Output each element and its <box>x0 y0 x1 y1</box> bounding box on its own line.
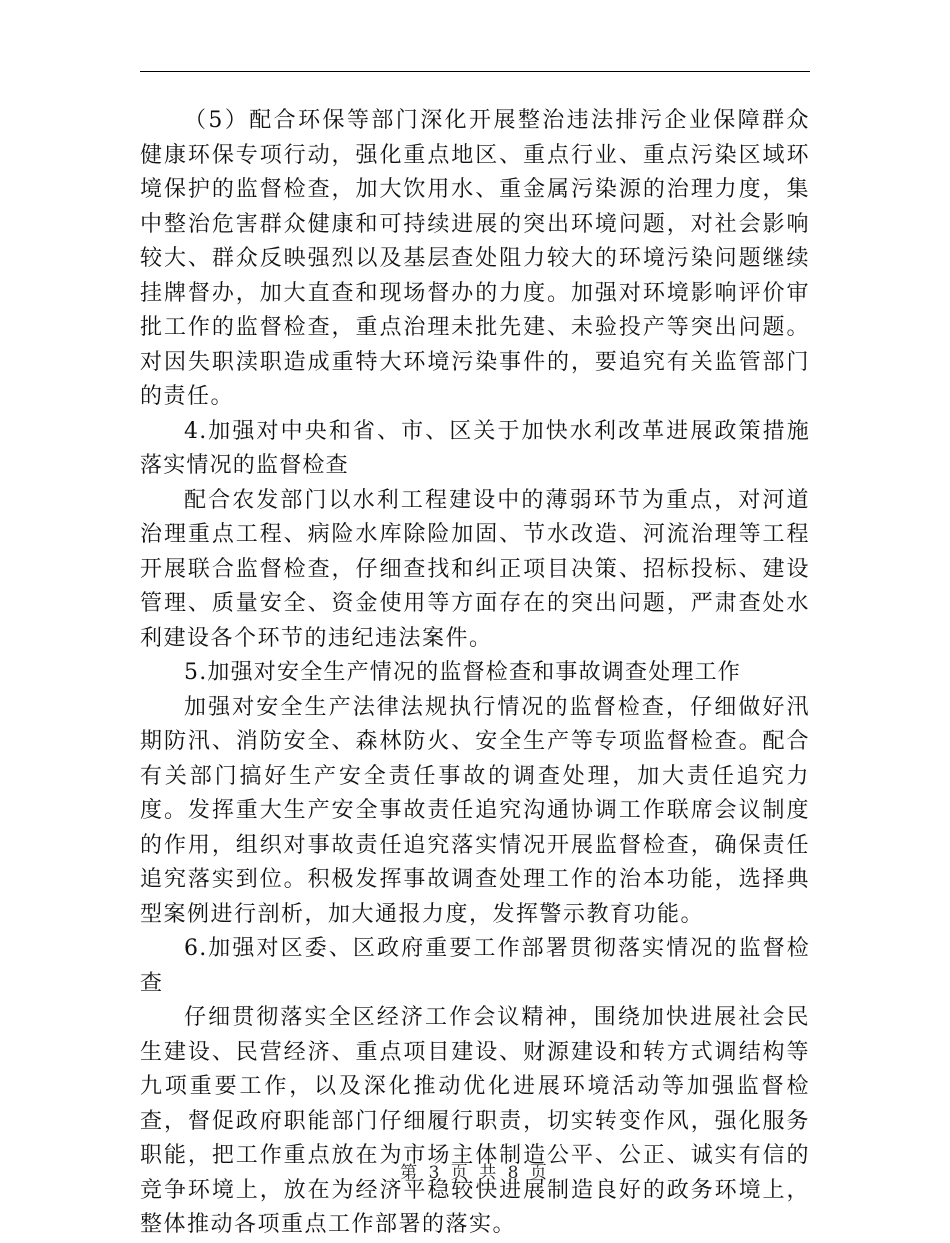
page-number-footer: 第 3 页 共 8 页 <box>400 1163 550 1183</box>
paragraph-district-work: 仔细贯彻落实全区经济工作会议精神，围绕加快进展社会民生建设、民营经济、重点项目建设、财源建设和转方式调结构等九项重要工作，以及深化推动优化进展环境活动等加强监督检查，督促政府职能部门仔细履行职责，切实转变作风，强化服务职能，把工作重点放在为市场主体制造公平、公正、诚实有信的竞争环境上，放在为经济平稳较快进展制造良好的政务环境上，整体推动各项重点工作部署的落实。 <box>140 1005 810 1237</box>
paragraph-safety-production: 加强对安全生产法律法规执行情况的监督检查，仔细做好汛期防汛、消防安全、森林防火、安全生产等专项监督检查。配合有关部门搞好生产安全责任事故的调查处理，加大责任追究力度。发挥重大生产安全事故责任追究沟通协调工作联席会议制度的作用，组织对事故责任追究落实情况开展监督检查，确保责任追究落实到位。积极发挥事故调查处理工作的治本功能，选择典型案例进行剖析，加大通报力度，发挥警示教育功能。 <box>140 694 810 927</box>
document-body <box>140 104 810 1243</box>
section-heading-water-conservancy: 4.加强对中央和省、市、区关于加快水利改革进展政策措施落实情况的监督检查 <box>140 418 810 478</box>
section-heading-district-work: 6.加强对区委、区政府重要工作部署贯彻落实情况的监督检查 <box>140 936 810 996</box>
header-rule <box>140 71 810 72</box>
paragraph-water-conservancy: 配合农发部门以水利工程建设中的薄弱环节为重点，对河道治理重点工程、病险水库除险加固、节水改造、河流治理等工程开展联合监督检查，仔细查找和纠正项目决策、招标投标、建设管理、质量安全、资金使用等方面存在的突出问题，严肃查处水利建设各个环节的违纪违法案件。 <box>140 487 810 651</box>
paragraph-environmental-protection: （5）配合环保等部门深化开展整治违法排污企业保障群众健康环保专项行动，强化重点地区、重点行业、重点污染区域环境保护的监督检查，加大饮用水、重金属污染源的治理力度，集中整治危害群众健康和可持续进展的突出环境问题，对社会影响较大、群众反映强烈以及基层查处阻力较大的环境污染问题继续挂牌督办，加大直查和现场督办的力度。加强对环境影响评价审批工作的监督检查，重点治理未批先建、未验投产等突出问题。对因失职渎职造成重特大环境污染事件的，要追究有关监管部门的责任。 <box>140 108 810 409</box>
section-heading-safety-production: 5.加强对安全生产情况的监督检查和事故调查处理工作 <box>184 660 741 685</box>
